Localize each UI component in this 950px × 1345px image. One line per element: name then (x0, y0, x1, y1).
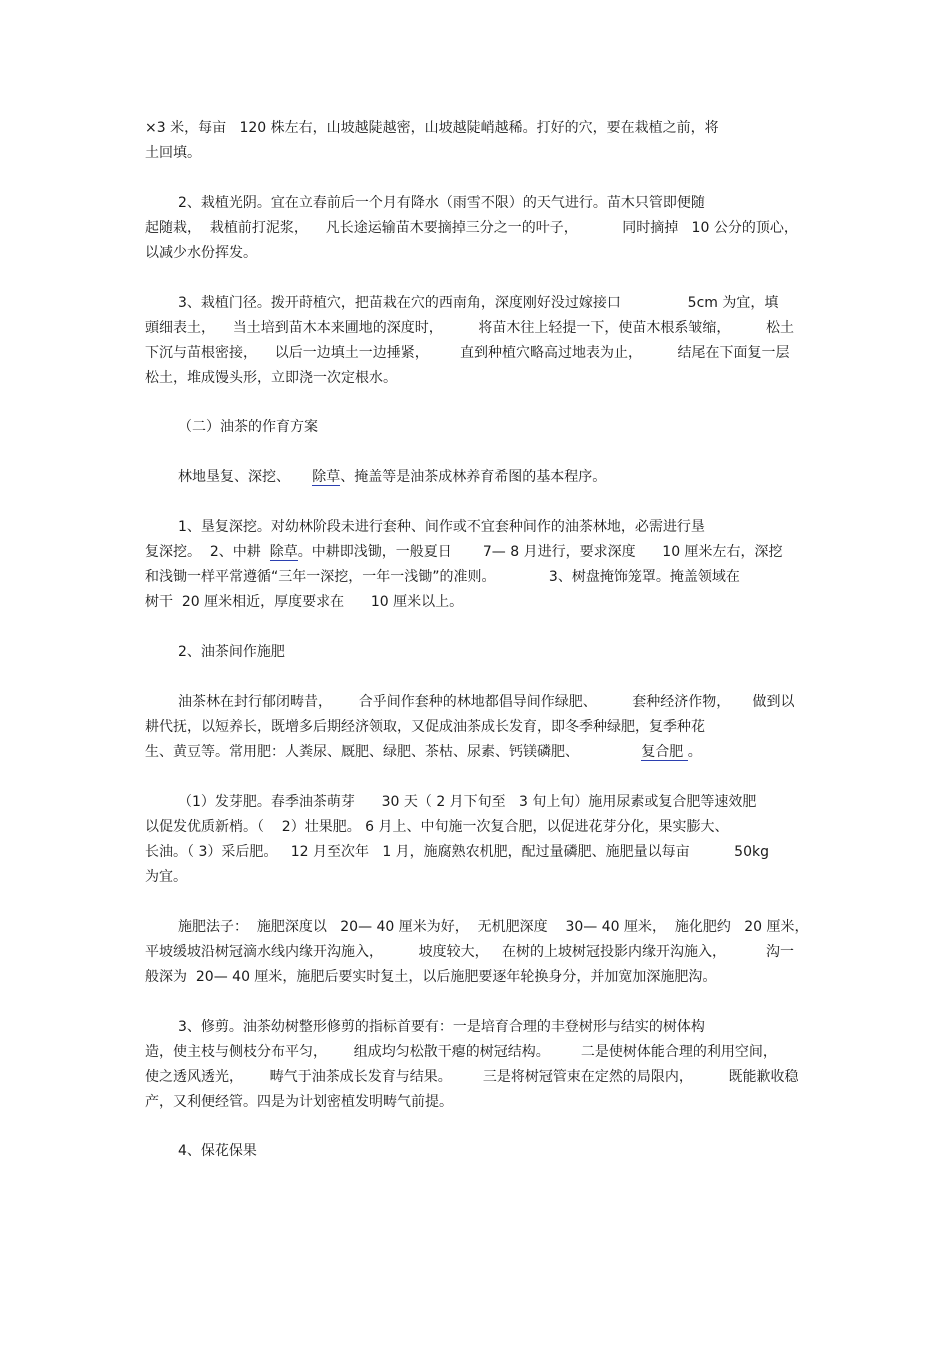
text-line: 使之透风透光， 畴气于油茶成长发育与结果。 三是将树冠管束在定然的局限内， 既能歉收稳 (145, 1069, 799, 1085)
text-line: 起随栽， 栽植前打泥浆， 凡长途运输苗木要摘掉三分之一的叶子， 同时摘掉 10 公分的顶心， (145, 220, 798, 236)
text-line: 树干 20 厘米相近，厚度要求在 10 厘米以上。 (145, 594, 464, 610)
section-heading: 4、保花保果 (178, 1143, 257, 1159)
text-line: 頭细表土， 当土培到苗木本来圃地的深度时， 将苗木往上轻提一下，使苗木根系皱缩， 松土 (145, 320, 795, 336)
text-line: 耕代抚，以短养长，既增多后期经济领取，又促成油茶成长发育，即冬季种绿肥，复季种花 (145, 719, 705, 735)
link-chucao[interactable]: 除草 (269, 544, 298, 560)
text-line: 和浅锄一样平常遵循“三年一深挖，一年一浅锄”的准则。 3、树盘掩饰笼罩。掩盖领域在 (145, 569, 740, 585)
text-line: 般深为 20— 40 厘米，施肥后要实时复土，以后施肥要逐年轮换身分，并加宽加深施肥沟。 (145, 969, 717, 985)
link-chucao[interactable]: 除草 (312, 469, 341, 485)
text-line: 生、黄豆等。常用肥：人粪尿、厩肥、绿肥、茶枯、尿素、钙镁磷肥、 复合肥 。 (145, 744, 702, 760)
text-line: 复深挖。 2、中耕 除草。中耕即浅锄，一般夏日 7— 8 月进行，要求深度 10 厘米左右，深挖 (145, 544, 783, 560)
text-line: 油茶林在封行郁闭畴昔， 合乎间作套种的林地都倡导间作绿肥、 套种经济作物， 做到以 (178, 694, 795, 710)
text-line: 为宜。 (145, 869, 187, 885)
link-fuhefei[interactable]: 复合肥 (641, 744, 688, 760)
text-line: 1、垦复深挖。对幼林阶段未进行套种、间作或不宜套种间作的油茶林地，必需进行垦 (178, 519, 705, 535)
text-line: 产，又利便经管。四是为计划密植发明畴气前提。 (145, 1094, 453, 1110)
text-line: 平坡缓坡沿树冠滴水线内缘开沟施入， 坡度较大， 在树的上坡树冠投影内缘开沟施入， 沟一 (145, 944, 795, 960)
text-line: 施肥法子： 施肥深度以 20— 40 厘米为好， 无机肥深度 30— 40 厘米， 施化肥约 20 厘米， (178, 919, 809, 935)
text-line: 3、栽植门径。拨开莳植穴，把苗栽在穴的西南角，深度刚好没过嫁接口 5cm 为宜，填 (178, 295, 779, 311)
section-heading: （二）油茶的作育方案 (178, 419, 318, 435)
text-line: 2、栽植光阴。宜在立春前后一个月有降水（雨雪不限）的天气进行。苗木只管即便随 (178, 195, 705, 211)
text-line: 以减少水份挥发。 (145, 245, 257, 261)
section-heading: 2、油茶间作施肥 (178, 644, 285, 660)
text-line: （1）发芽肥。春季油茶萌芽 30 天（ 2 月下旬至 3 旬上旬）施用尿素或复合肥等速效肥 (178, 794, 757, 810)
text-line: 3、修剪。油茶幼树整形修剪的指标首要有：一是培育合理的丰登树形与结实的树体构 (178, 1019, 705, 1035)
text-line: 以促发优质新梢。（ 2）壮果肥。 6 月上、中旬施一次复合肥，以促进花芽分化，果实膨大、 (145, 819, 729, 835)
text-line: 造，使主枝与侧枝分布平匀， 组成均匀松散干瘪的树冠结构。 二是使树体能合理的利用空间， (145, 1044, 777, 1060)
text-line: 林地垦复、深挖、 除草、掩盖等是油茶成林养育希图的基本程序。 (178, 469, 607, 485)
text-line: 长油。（ 3）采后肥。 12 月至次年 1 月，施腐熟农机肥，配过量磷肥、施肥量以每亩 50kg (145, 844, 769, 860)
text-line: 下沉与苗根密接， 以后一边填土一边捶紧， 直到种植穴略高过地表为止， 结尾在下面复一层 (145, 345, 790, 361)
text-line: 松土，堆成馒头形，立即浇一次定根水。 (145, 370, 397, 386)
text-line: 土回填。 (145, 145, 201, 161)
text-line: ×3 米，每亩 120 株左右，山坡越陡越密，山坡越陡峭越稀。打好的穴，要在栽植之前，将 (145, 120, 719, 136)
